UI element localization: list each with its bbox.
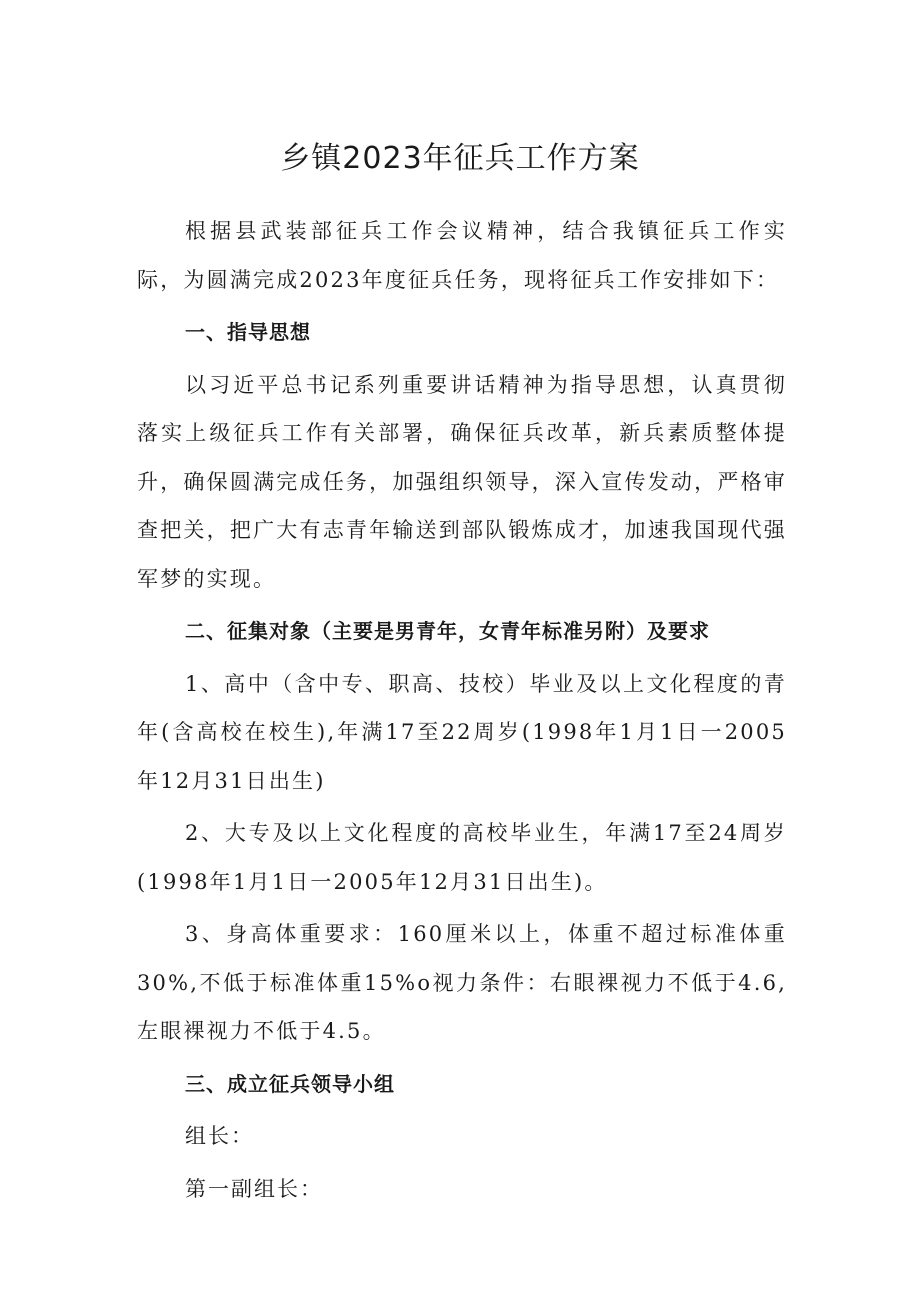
requirement-item-2: 2、大专及以上文化程度的高校毕业生，年满17至24周岁(1998年1月1日一2005年12月31日出生)。 bbox=[137, 821, 787, 894]
group-leader-field: 组长： bbox=[185, 1124, 254, 1148]
document-title: 乡镇2023年征兵工作方案 bbox=[280, 141, 640, 176]
section-heading-leading-group: 三、成立征兵领导小组 bbox=[185, 1071, 395, 1096]
intro-paragraph: 根据县武装部征兵工作会议精神，结合我镇征兵工作实际，为圆满完成2023年度征兵任务，现将征兵工作安排如下： bbox=[137, 219, 787, 292]
guiding-ideology-paragraph: 以习近平总书记系列重要讲话精神为指导思想，认真贯彻落实上级征兵工作有关部署，确保征兵改革，新兵素质整体提升，确保圆满完成任务，加强组织领导，深入宣传发动，严格审查把关，把广大有志青年输送到部队锻炼成才，加速我国现代强军梦的实现。 bbox=[137, 372, 787, 591]
section-heading-recruitment-targets: 二、征集对象（主要是男青年，女青年标准另附）及要求 bbox=[185, 619, 710, 643]
requirement-item-1: 1、高中（含中专、职高、技校）毕业及以上文化程度的青年(含高校在校生),年满17至22周岁(1998年1月1日一2005年12月31日出生) bbox=[137, 671, 787, 793]
first-deputy-leader-field: 第一副组长： bbox=[185, 1176, 323, 1201]
requirement-item-3: 3、身高体重要求：160厘米以上，体重不超过标准体重30%,不低于标准体重15%o视力条件：右眼裸视力不低于4.6,左眼裸视力不低于4.5。 bbox=[137, 922, 787, 1043]
section-heading-guiding-ideology: 一、指导思想 bbox=[185, 320, 311, 344]
document-body bbox=[137, 207, 787, 1213]
